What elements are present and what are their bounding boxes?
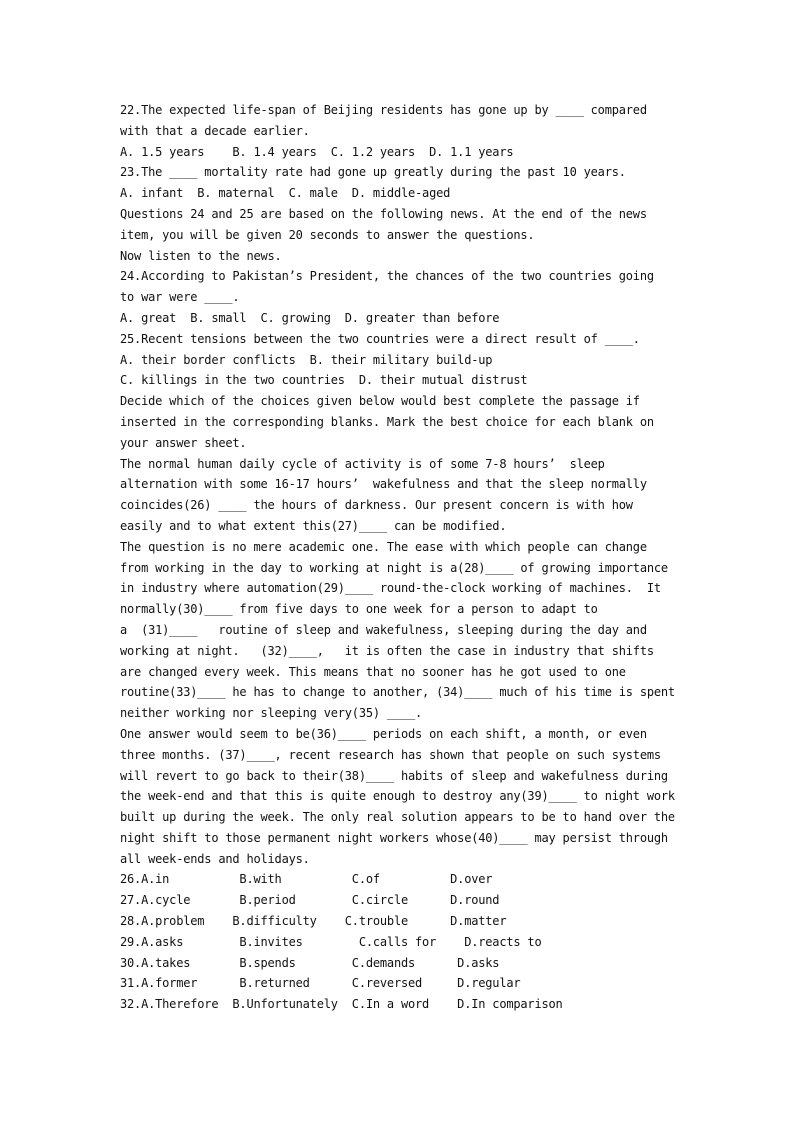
text-line: A. 1.5 years B. 1.4 years C. 1.2 years D. 1.1 years bbox=[120, 144, 514, 159]
text-line: all week-ends and holidays. bbox=[120, 851, 310, 866]
text-line: working at night. (32)____, it is often the case in industry that shifts bbox=[120, 643, 654, 658]
text-line: neither working nor sleeping very(35) ____. bbox=[120, 706, 423, 721]
text-line: three months. (37)____, recent research has shown that people on such systems bbox=[120, 747, 661, 762]
text-line: to war were ____. bbox=[120, 290, 240, 305]
text-line: from working in the day to working at night is a(28)____ of growing importance bbox=[120, 560, 668, 575]
text-line: C. killings in the two countries D. their mutual distrust bbox=[120, 373, 528, 388]
text-line: 24.According to Pakistan’s President, the chances of the two countries going bbox=[120, 269, 654, 284]
text-line: normally(30)____ from five days to one week for a person to adapt to bbox=[120, 602, 598, 617]
text-line: 32.A.Therefore B.Unfortunately C.In a word D.In comparison bbox=[120, 997, 563, 1012]
text-line: 27.A.cycle B.period C.circle D.round bbox=[120, 893, 500, 908]
document-body bbox=[120, 100, 680, 1015]
text-line: A. great B. small C. growing D. greater than before bbox=[120, 310, 500, 325]
text-line: 28.A.problem B.difficulty C.trouble D.matter bbox=[120, 914, 507, 929]
text-line: alternation with some 16-17 hours’ wakefulness and that the sleep normally bbox=[120, 477, 647, 492]
text-line: A. infant B. maternal C. male D. middle-aged bbox=[120, 186, 451, 201]
text-line: coincides(26) ____ the hours of darkness. Our present concern is with how bbox=[120, 498, 633, 513]
text-line: night shift to those permanent night workers whose(40)____ may persist through bbox=[120, 830, 668, 845]
text-line: Questions 24 and 25 are based on the following news. At the end of the news bbox=[120, 206, 647, 221]
text-line: a (31)____ routine of sleep and wakefulness, sleeping during the day and bbox=[120, 622, 647, 637]
text-line: 22.The expected life-span of Beijing residents has gone up by ____ compared bbox=[120, 103, 647, 117]
text-line: 30.A.takes B.spends C.demands D.asks bbox=[120, 955, 500, 970]
text-line: 25.Recent tensions between the two countries were a direct result of ____. bbox=[120, 331, 640, 346]
text-line: Decide which of the choices given below would best complete the passage if bbox=[120, 394, 640, 409]
text-line: The normal human daily cycle of activity is of some 7-8 hours’ sleep bbox=[120, 456, 605, 471]
text-line: with that a decade earlier. bbox=[120, 123, 310, 138]
text-line: item, you will be given 20 seconds to answer the questions. bbox=[120, 227, 535, 242]
text-line: easily and to what extent this(27)____ can be modified. bbox=[120, 518, 507, 533]
text-line: 29.A.asks B.invites C.calls for D.reacts to bbox=[120, 934, 542, 949]
text-line: routine(33)____ he has to change to another, (34)____ much of his time is spent bbox=[120, 685, 675, 700]
text-line: Now listen to the news. bbox=[120, 248, 282, 263]
text-line: the week-end and that this is quite enough to destroy any(39)____ to night work bbox=[120, 789, 675, 804]
text-line: 26.A.in B.with C.of D.over bbox=[120, 872, 493, 887]
text-line: 23.The ____ mortality rate had gone up greatly during the past 10 years. bbox=[120, 165, 626, 180]
text-line: built up during the week. The only real solution appears to be to hand over the bbox=[120, 810, 675, 825]
text-line: are changed every week. This means that no sooner has he got used to one bbox=[120, 664, 626, 679]
text-line: your answer sheet. bbox=[120, 435, 247, 450]
text-line: in industry where automation(29)____ round-the-clock working of machines. It bbox=[120, 581, 661, 596]
text-line: will revert to go back to their(38)____ habits of sleep and wakefulness during bbox=[120, 768, 668, 783]
text-line: inserted in the corresponding blanks. Mark the best choice for each blank on bbox=[120, 414, 654, 429]
text-line: One answer would seem to be(36)____ periods on each shift, a month, or even bbox=[120, 726, 647, 741]
text-line: 31.A.former B.returned C.reversed D.regular bbox=[120, 976, 521, 991]
text-line: The question is no mere academic one. The ease with which people can change bbox=[120, 539, 647, 554]
text-line: A. their border conflicts B. their military build-up bbox=[120, 352, 493, 367]
